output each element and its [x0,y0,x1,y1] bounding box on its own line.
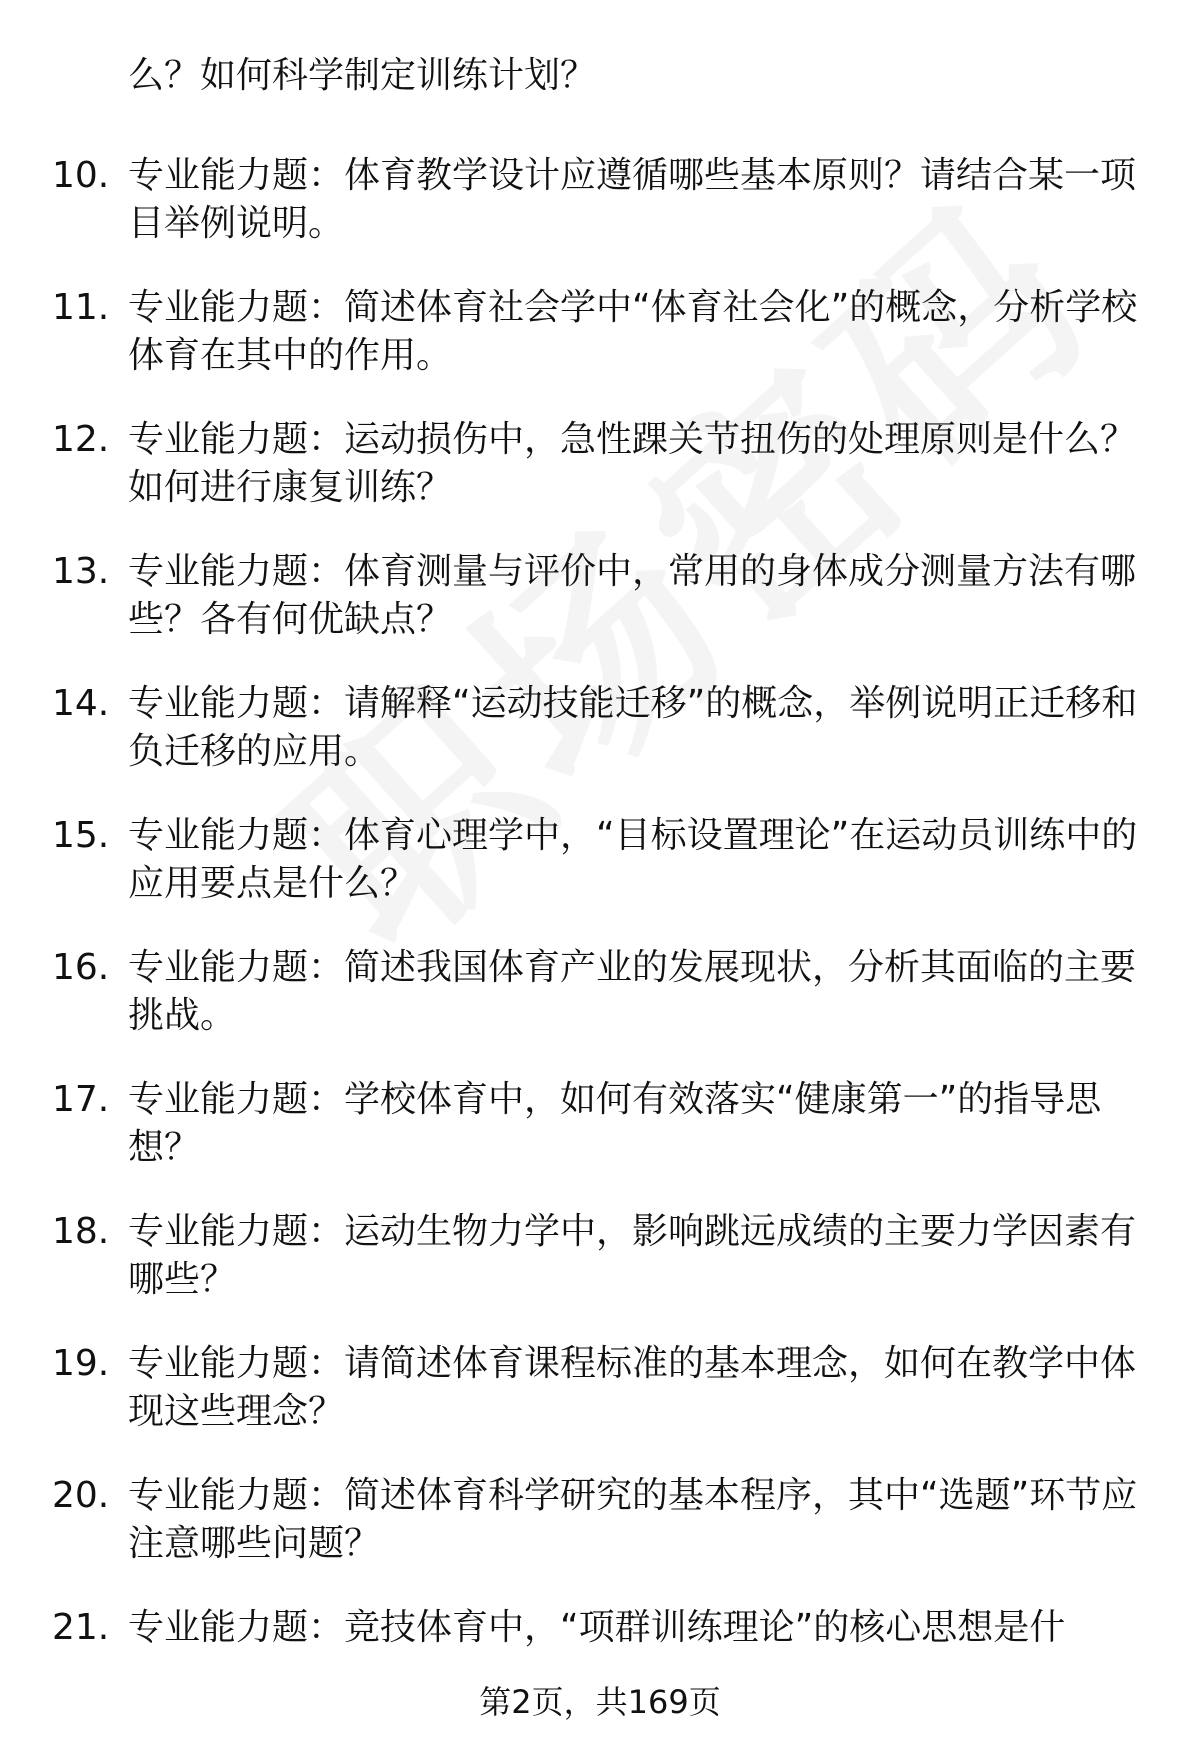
question-number: 14. [52,683,110,724]
question-item [0,1208,1200,1340]
question-text: 专业能力题：请简述体育课程标准的基本理念，如何在教学中体现这些理念？ [128,1343,1137,1432]
page-footer: 第2页，共169页 [479,1683,721,1721]
question-item [0,284,1200,416]
question-continuation [0,52,1200,152]
question-text: 专业能力题：学校体育中，如何有效落实“健康第一”的指导思想？ [128,1079,1102,1168]
question-item [0,944,1200,1076]
question-item [0,1076,1200,1208]
question-item [0,152,1200,284]
question-item [0,812,1200,944]
question-text: 专业能力题：运动生物力学中，影响跳远成绩的主要力学因素有哪些？ [128,1211,1137,1300]
question-number: 18. [52,1211,110,1252]
question-text: 专业能力题：简述体育社会学中“体育社会化”的概念，分析学校体育在其中的作用。 [128,287,1138,376]
question-text: 专业能力题：简述我国体育产业的发展现状，分析其面临的主要挑战。 [128,947,1137,1036]
question-text: 专业能力题：体育心理学中，“目标设置理论”在运动员训练中的应用要点是什么？ [128,815,1138,904]
question-text: 专业能力题：简述体育科学研究的基本程序，其中“选题”环节应注意哪些问题？ [128,1475,1138,1564]
question-text: 专业能力题：体育教学设计应遵循哪些基本原则？请结合某一项目举例说明。 [128,155,1137,244]
question-number: 13. [52,551,110,592]
question-item [0,548,1200,680]
question-text: 专业能力题：竞技体育中，“项群训练理论”的核心思想是什 [128,1607,1066,1648]
question-text: 专业能力题：运动损伤中，急性踝关节扭伤的处理原则是什么？如何进行康复训练？ [128,419,1137,508]
question-number: 17. [52,1079,110,1120]
question-item [0,1340,1200,1472]
question-number: 16. [52,947,110,988]
question-number: 19. [52,1343,110,1384]
question-item [0,680,1200,812]
question-number: 21. [52,1607,110,1648]
question-list [0,52,1200,1736]
question-number: 12. [52,419,110,460]
continuation-text: 么？如何科学制定训练计划？ [128,55,597,96]
question-number: 15. [52,815,110,856]
question-number: 20. [52,1475,110,1516]
question-number: 11. [52,287,110,328]
question-item [0,1472,1200,1604]
question-text: 专业能力题：体育测量与评价中，常用的身体成分测量方法有哪些？各有何优缺点？ [128,551,1137,640]
question-number: 10. [52,155,110,196]
question-text: 专业能力题：请解释“运动技能迁移”的概念，举例说明正迁移和负迁移的应用。 [128,683,1138,772]
question-item [0,416,1200,548]
